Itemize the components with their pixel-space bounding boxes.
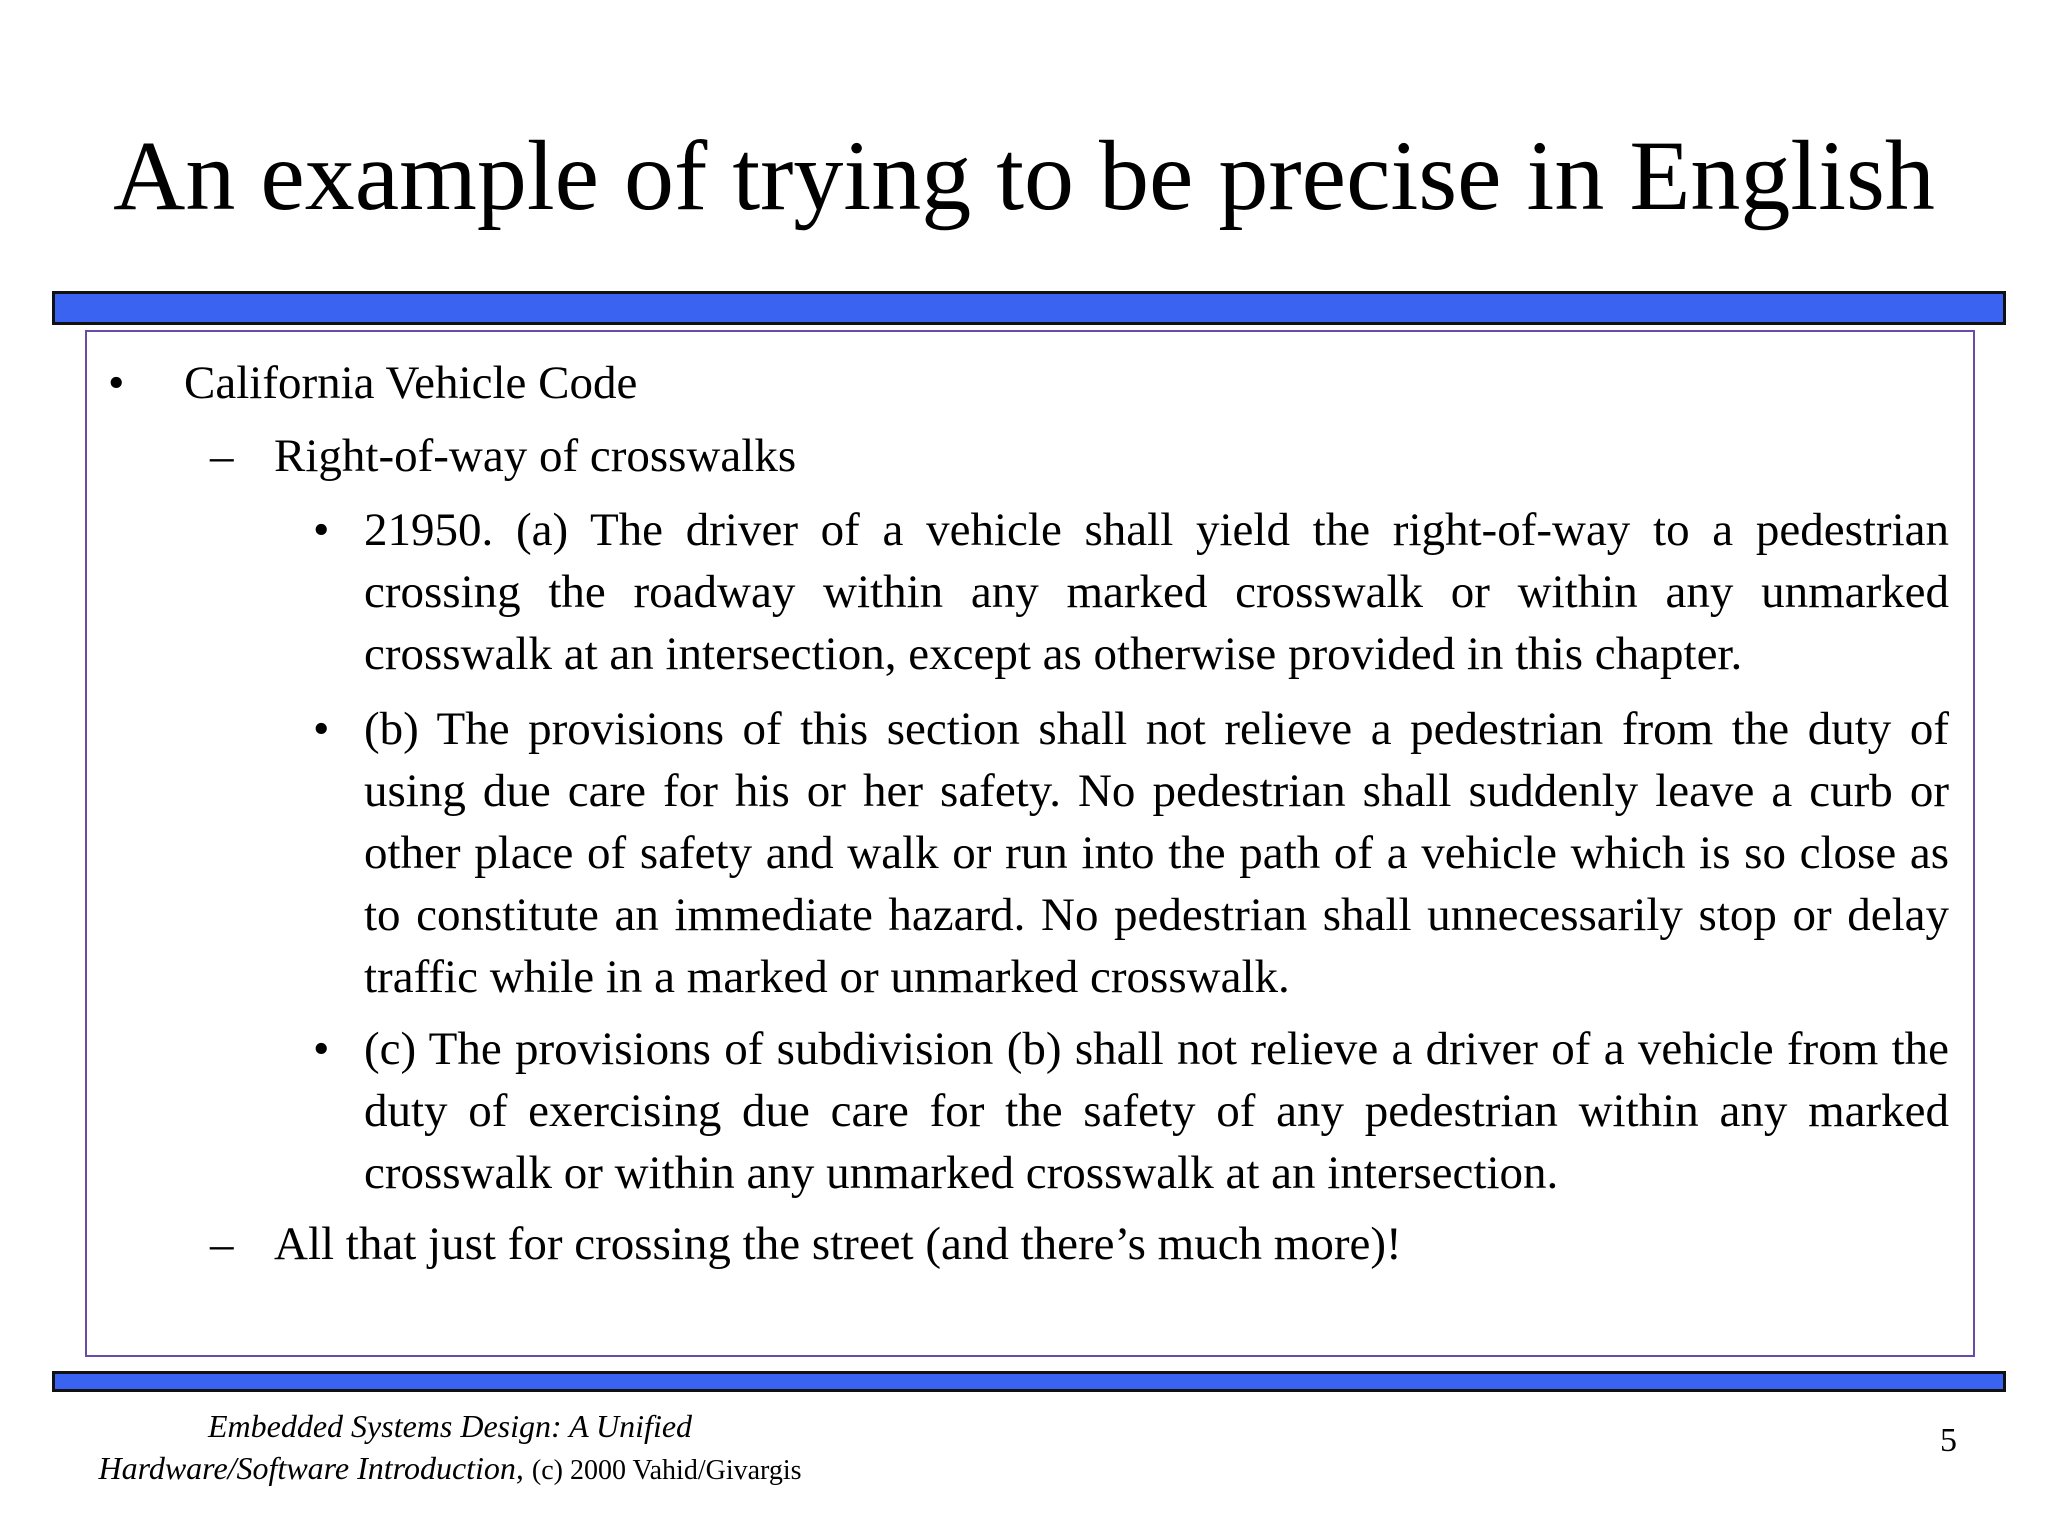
dash-marker: –: [210, 430, 234, 482]
slide-title: An example of trying to be precise in English: [113, 120, 1935, 231]
dash-marker: –: [210, 1218, 234, 1270]
paragraph-a: 21950. (a) The driver of a vehicle shall yield the right-of-way to a pedestrian crossing the roadway within any marked crosswalk or within any unmarked crosswalk at an intersection, except as otherwise provided in this chapter.: [364, 504, 1949, 680]
closing-note-text: All that just for crossing the street (and there’s much more)!: [274, 1218, 1402, 1270]
bullet-marker: •: [313, 504, 330, 556]
page-number: 5: [1940, 1422, 1957, 1459]
paragraph-b: (b) The provisions of this section shall not relieve a pedestrian from the duty of using due care for his or her safety. No pedestrian shall suddenly leave a curb or other place of safety and walk or run into the path of a vehicle which is so close as to constitute an immediate hazard. No pedestrian shall unnecessarily stop or delay traffic while in a marked or unmarked crosswalk.: [364, 703, 1949, 1003]
bullet-marker: •: [108, 357, 125, 409]
book-title-line1: Embedded Systems Design: A Unified: [207, 1408, 693, 1444]
bullet-marker: •: [313, 1023, 330, 1075]
bottom-rule-bar: [52, 1371, 2006, 1392]
top-rule-bar: [52, 291, 2006, 325]
book-title-line2: Hardware/Software Introduction,: [98, 1450, 524, 1486]
copyright-text: (c) 2000 Vahid/Givargis: [531, 1455, 802, 1486]
bullet-main-text: California Vehicle Code: [184, 357, 638, 409]
paragraph-c: (c) The provisions of subdivision (b) shall not relieve a driver of a vehicle from the duty of exercising due care for the safety of any pedestrian within any marked crosswalk or within any unmarked crosswalk at an intersection.: [364, 1023, 1949, 1199]
content-box: [85, 330, 1975, 1357]
sub-heading-text: Right-of-way of crosswalks: [274, 430, 797, 482]
bullet-marker: •: [313, 703, 330, 755]
footer-citation: [60, 1405, 840, 1492]
